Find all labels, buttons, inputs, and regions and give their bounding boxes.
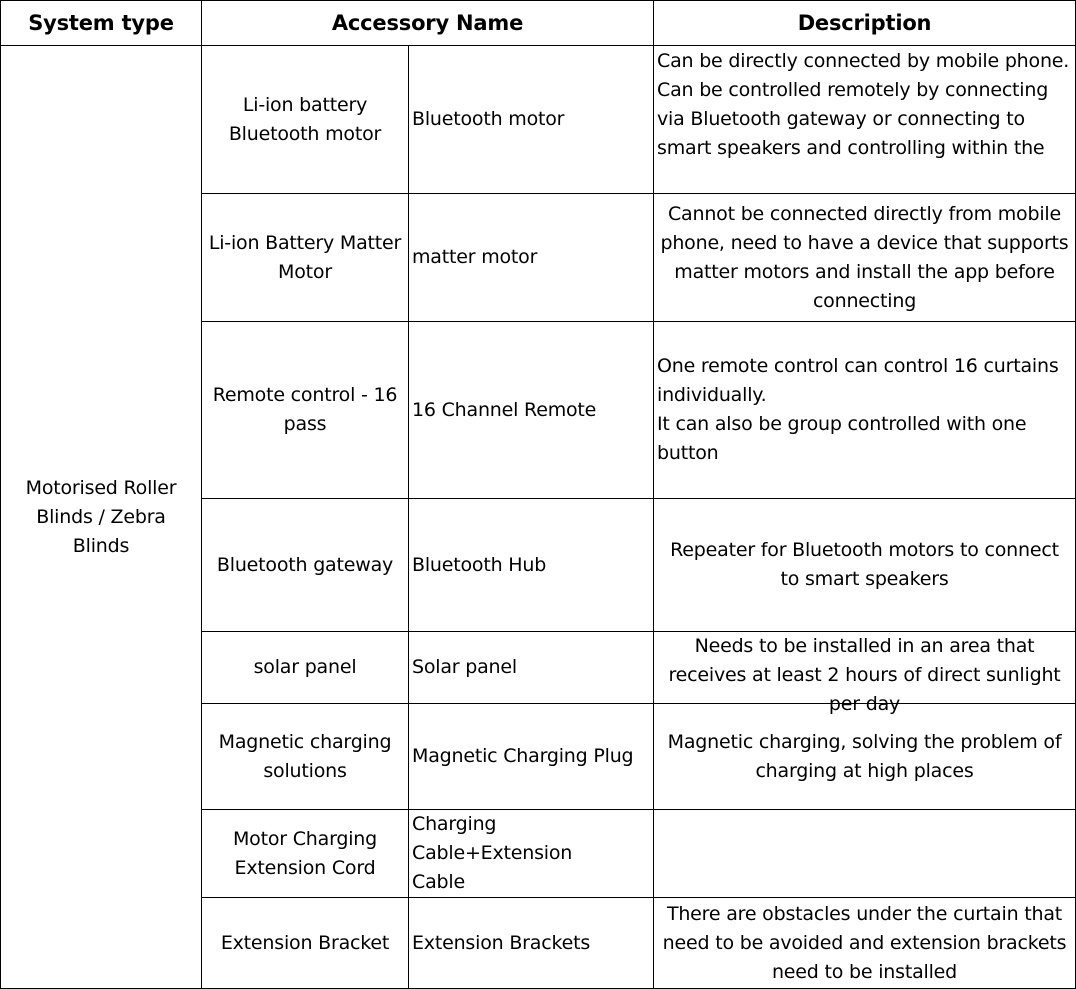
description-cell: Repeater for Bluetooth motors to connect to smart speakers — [654, 499, 1076, 632]
name-cell: Solar panel — [409, 632, 654, 704]
system-type-cell: Motorised Roller Blinds / Zebra Blinds — [1, 46, 202, 989]
description-cell — [654, 704, 1076, 810]
description-cell — [654, 46, 1076, 194]
accessory-cell: Li-ion battery Bluetooth motor — [202, 46, 409, 194]
table-row — [1, 46, 1076, 194]
accessory-cell: Motor Charging Extension Cord — [202, 810, 409, 898]
accessory-cell: Bluetooth gateway — [202, 499, 409, 632]
description-cell — [654, 632, 1076, 715]
accessory-cell: solar panel — [202, 632, 409, 704]
description-text: Magnetic charging, solving the problem of charging at high places — [667, 731, 1062, 782]
name-cell: 16 Channel Remote — [409, 322, 654, 499]
name-cell: Magnetic Charging Plug — [409, 704, 654, 810]
name-cell: Bluetooth Hub — [409, 499, 654, 632]
header-system-type: System type — [1, 1, 202, 46]
accessory-cell: Magnetic charging solutions — [202, 704, 409, 810]
description-text: Can be directly connected by mobile phone. Can be controlled remotely by connecting via Bluetooth gateway or connecting to smart speakers and controlling within the — [657, 50, 1070, 159]
header-accessory-name: Accessory Name — [202, 1, 654, 46]
accessory-cell: Li-ion Battery Matter Motor — [202, 194, 409, 322]
name-cell: Extension Brackets — [409, 898, 654, 989]
accessory-cell: Extension Bracket — [202, 898, 409, 989]
description-text: One remote control can control 16 curtains individually. It can also be group controlled with one button — [657, 355, 1059, 464]
description-cell — [654, 810, 1076, 898]
name-cell: matter motor — [409, 194, 654, 322]
name-cell: Bluetooth motor — [409, 46, 654, 194]
header-row — [1, 1, 1076, 46]
header-description: Description — [654, 1, 1076, 46]
description-cell — [654, 322, 1076, 499]
description-cell: There are obstacles under the curtain that need to be avoided and extension brackets need to be installed — [654, 898, 1076, 989]
description-cell: Cannot be connected directly from mobile phone, need to have a device that supports matter motors and install the app before connecting — [654, 194, 1076, 322]
description-text: Needs to be installed in an area that receives at least 2 hours of direct sunlight per day — [668, 635, 1061, 715]
name-cell: Charging Cable+Extension Cable — [409, 810, 654, 898]
accessory-cell: Remote control - 16 pass — [202, 322, 409, 499]
